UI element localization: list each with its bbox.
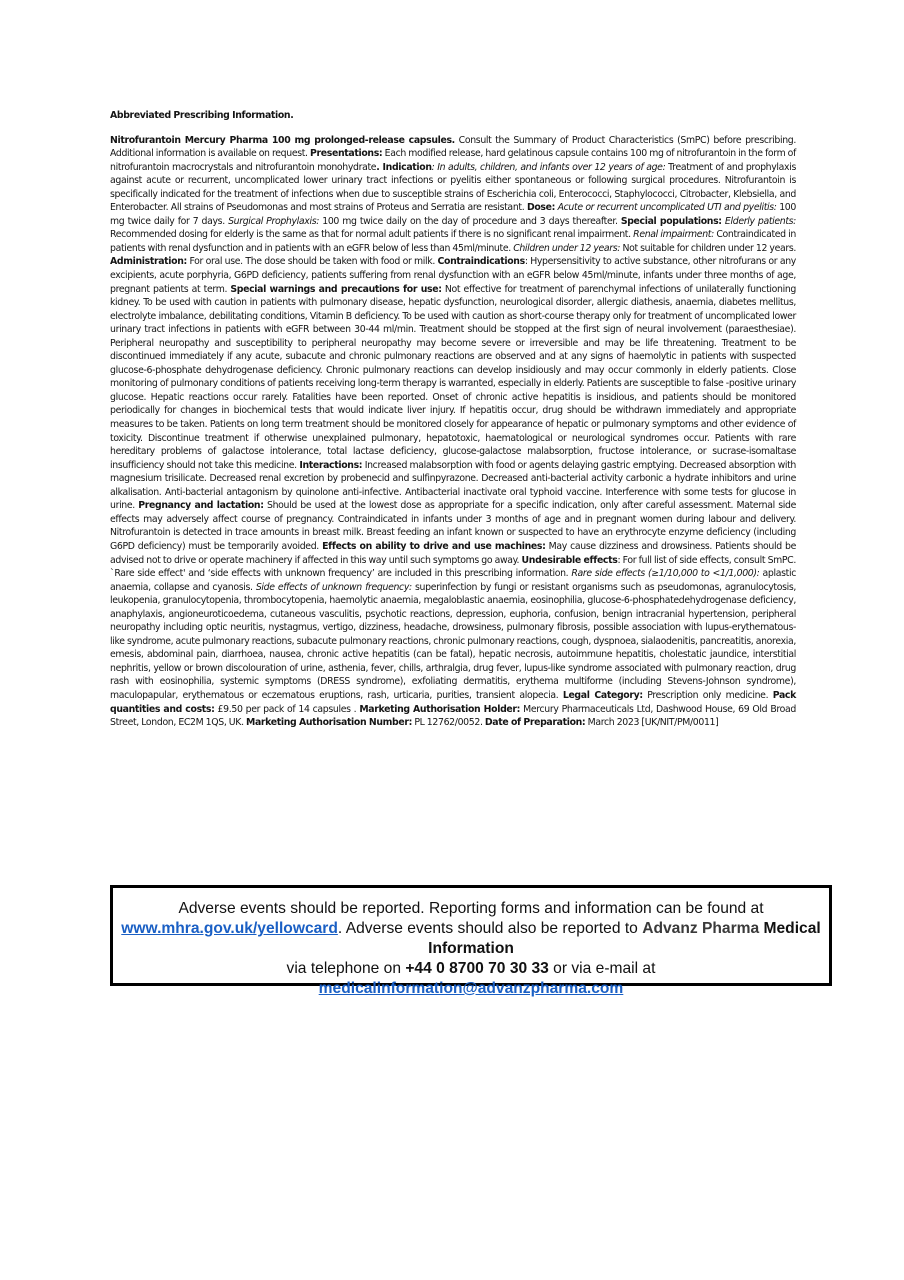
italic-subheading: Elderly patients: [721,215,796,227]
body-text-segment: Contraindicated in patients with renal dysfunction and in patients with an eGFR below of less than 45ml/minute. [110,229,796,254]
section-heading: Marketing Authorisation Number: [246,717,413,729]
body-text-segment: Not effective for treatment of parenchymal infections of unilaterally functioning kidney. To be used with caution in patients with pulmonary disease, hepatic dysfunction, neurological disorder, allergic diathesis, anaemia, diabetes mellitus, electrolyte imbalance, debilitating conditions, Vitamin B deficiency. To be used with caution as short-course therapy only for treatment of uncomplicated lower urinary tract infections in patients with eGFR between 30-44 ml/min. Treatment should be stopped at the first sign of neural involvement (paraesthesiae). Peripheral neuropathy and susceptibility to peripheral neuropathy may become severe or irreversible and may be life threatening. Treatment to be discontinued immediately if any acute, subacute and chronic pulmonary reactions are observed and at any signs of haemolytic in patients with suspected glucose-6-phosphate dehydrogenase deficiency. Chronic pulmonary reactions can develop insidiously and may occur commonly in elderly patients. Close monitoring of pulmonary conditions of patients receiving long-term therapy is warranted, especially in elderly. Patients are susceptible to false -positive urinary glucose. Hepatic reactions occur rarely. Fatalities have been reported. Onset of chronic active hepatitis is insidious, and patients should be monitored periodically for changes in biochemical tests that would indicate liver injury. If hepatitis occur, drug should be withdrawn immediately and appropriate measures to be taken. Patients on long term treatment should be monitored closely for appearance of hepatic or pulmonary symptoms and other evidence of toxicity. Discontinue treatment if otherwise unexplained pulmonary, hepatotoxic, haematological or neurological syndromes occur. Patients with rare hereditary problems of galactose intolerance, total lactase deficiency, glucose-galactose malabsorption, fructose intolerance, or sucrase-isomaltase insufficiency should not take this medicine. [110,283,796,471]
body-text-segment: superinfection by fungi or resistant organisms such as pseudomonas, agranulocytosis, leukopenia, granulocytopenia, thrombocytopenia, haemolytic anaemia, megaloblastic anaemia, eosinophilia, glucose-6-phosphatedehydrogenase deficiency, anaphylaxis, angioneuroticoedema, cutaneous vasculitis, psychotic reactions, depression, euphoria, confusion, benign intracranial hypertension, peripheral neuropathy including optic neuritis, nystagmus, vertigo, dizziness, headache, drowsiness, pulmonary fibrosis, possible association with lupus-erythematous-like syndrome, acute pulmonary reactions, subacute pulmonary reactions, chronic pulmonary reactions, cough, dyspnoea, sialaodenitis, pancreatitis, anorexia, emesis, abdominal pain, diarrhoea, nausea, chronic active hepatitis (can be fatal), hepatic necrosis, autoimmune hepatitis, cholestatic jaundice, interstitial nephritis, yellow or brown discolouration of urine, asthenia, fever, chills, arthralgia, drug fever, lupus-like syndrome associated with pulmonary reaction, drug rash with eosinophilia, systemic symptoms (DRESS syndrome), exfoliating dermatitis, erythema multiforme (including Stevens-Johnson syndrome), maculopapular, erythematous or eczematous eruptions, rash, urticaria, purities, transient alopecia. [110,581,796,701]
adverse-events-box [110,885,832,997]
body-text-segment: Each modified release, hard gelatinous capsule contains 100 mg of nitrofurantoin in the form of nitrofurantoin macrocrystals and nitrofurantoin monohydrate [110,148,796,173]
prescribing-body-text [110,134,796,730]
section-heading: Nitrofurantoin Mercury Pharma 100 mg prolonged-release capsules. [110,134,455,146]
section-heading: Administration: [110,256,187,268]
section-heading: Contraindications [437,256,525,268]
italic-subheading: : In adults, children, and infants over 12 years of age: [431,161,666,173]
section-heading: Date of Preparation: [484,717,586,729]
body-text-segment: Mercury Pharmaceuticals Ltd, Dashwood House, 69 Old Broad Street, London, EC2M 1QS, UK. [110,703,796,729]
body-text-segment: 100 mg twice daily on the day of procedure and 3 days thereafter. [319,215,621,227]
report-text-3: via telephone on [286,960,406,977]
body-text-segment: Treatment of and prophylaxis against acute or recurrent, uncomplicated lower urinary tract infections or pyelitis either spontaneous or following surgical procedures. Nitrofurantoin is specifically indicated for the treatment of infections when due to susceptible strains of Escherichia coli, Enterococci, Staphylococci, Citrobacter, Klebsiella, and Enterobacter. All strains of Pseudomonas and most strains of Proteus and Serratia are resistant. [110,161,796,214]
italic-subheading: Rare side effects (≥1/10,000 to <1/1,000): [571,568,760,580]
italic-subheading: Acute or recurrent uncomplicated UTI and pyelitis: [555,202,777,214]
body-text-segment: 100 mg twice daily for 7 days. [110,202,796,227]
section-heading: Special populations: [620,215,722,227]
advanz-pharma-name: Advanz Pharma [642,920,760,937]
section-heading: Special warnings and precautions for use: [230,283,442,295]
italic-subheading: Renal impairment: [633,229,714,241]
body-text-segment: Not suitable for children under 12 years. [620,242,796,254]
phone-number: +44 0 8700 70 30 33 [405,960,549,977]
body-text-segment: : For full list of side effects, consult SmPC. `Rare side effect' and ‘side effects with unknown frequency’ are included in this prescribing information. [110,554,796,580]
italic-subheading: Side effects of unknown frequency: [255,581,412,593]
section-heading: Interactions: [299,459,363,471]
section-heading: . Indication [376,161,432,173]
email-link[interactable]: medicalinformation@advanzpharma.com [318,980,624,997]
prescribing-information [110,109,796,730]
body-text-segment: aplastic anaemia, collapse and cyanosis. [110,568,796,593]
body-text-segment: Consult the Summary of Product Characteristics (SmPC) before prescribing. Additional information is available on request. [110,134,796,160]
section-heading: Pregnancy and lactation: [138,500,264,512]
section-heading: Presentations: [310,148,383,160]
body-text-segment: £9.50 per pack of 14 capsules . [214,703,360,715]
report-text-2: . Adverse events should also be reported to [337,920,643,937]
section-heading: Undesirable effects [521,554,618,566]
body-text-segment: March 2023 [UK/NIT/PM/0011] [585,717,719,729]
body-text-segment: Should be used at the lowest dose as appropriate for a specific indication, only after careful assessment. Maternal side effects may adversely affect course of pregnancy. Contraindicated in infants under 3 months of age and in pregnant women during labour and delivery. Nitrofurantoin is detected in trace amounts in breast milk. Breast feeding an infant known or suspected to have an erythrocyte enzyme deficiency (including G6PD deficiency) must be temporarily avoided. [110,500,796,552]
medical-information-label: Medical Information [428,920,821,957]
body-text-segment: : Hypersensitivity to active substance, other nitrofurans or any excipients, acute porphyria, G6PD deficiency, patients suffering from renal dysfunction with an eGFR below 45ml/minute, infants under three months of age, pregnant patients at term. [110,256,796,295]
section-heading: Marketing Authorisation Holder: [359,703,521,715]
italic-subheading: Children under 12 years: [513,242,621,254]
document-title: Abbreviated Prescribing Information. [110,110,294,121]
body-text-segment: PL 12762/0052. [412,717,485,729]
report-text-1: Adverse events should be reported. Reporting forms and information can be found at [178,900,764,917]
body-text-segment: Increased malabsorption with food or agents delaying gastric emptying. Decreased absorption with magnesium trisilicate. Decreased renal excretion by probenecid and sulfinpyrazone. Decreased anti-bacterial activity carbonic a hydrate inhibitors and urine alkalisation. Anti-bacterial antagonism by quinolone anti-infective. Antibacterial inactivate oral typhoid vaccine. Interference with some tests for glucose in urine. [110,459,796,512]
body-text-segment: Recommended dosing for elderly is the same as that for normal adult patients if there is no significant renal impairment. [110,229,634,241]
yellowcard-link[interactable]: www.mhra.gov.uk/yellowcard [121,920,338,937]
body-text-segment: May cause dizziness and drowsiness. Patients should be advised not to drive or operate machinery if affected in this way until such symptoms go away. [110,540,796,566]
section-heading: Dose: [526,202,555,214]
report-text-4: or via e-mail at [548,960,656,977]
section-heading: Effects on ability to drive and use machines: [322,540,546,552]
body-text-segment: For oral use. The dose should be taken with food or milk. [186,256,438,268]
section-heading: Pack quantities and costs: [110,689,796,715]
italic-subheading: Surgical Prophylaxis: [228,215,320,227]
section-heading: Legal Category: [562,689,643,701]
body-text-segment: Prescription only medicine. [642,689,773,701]
